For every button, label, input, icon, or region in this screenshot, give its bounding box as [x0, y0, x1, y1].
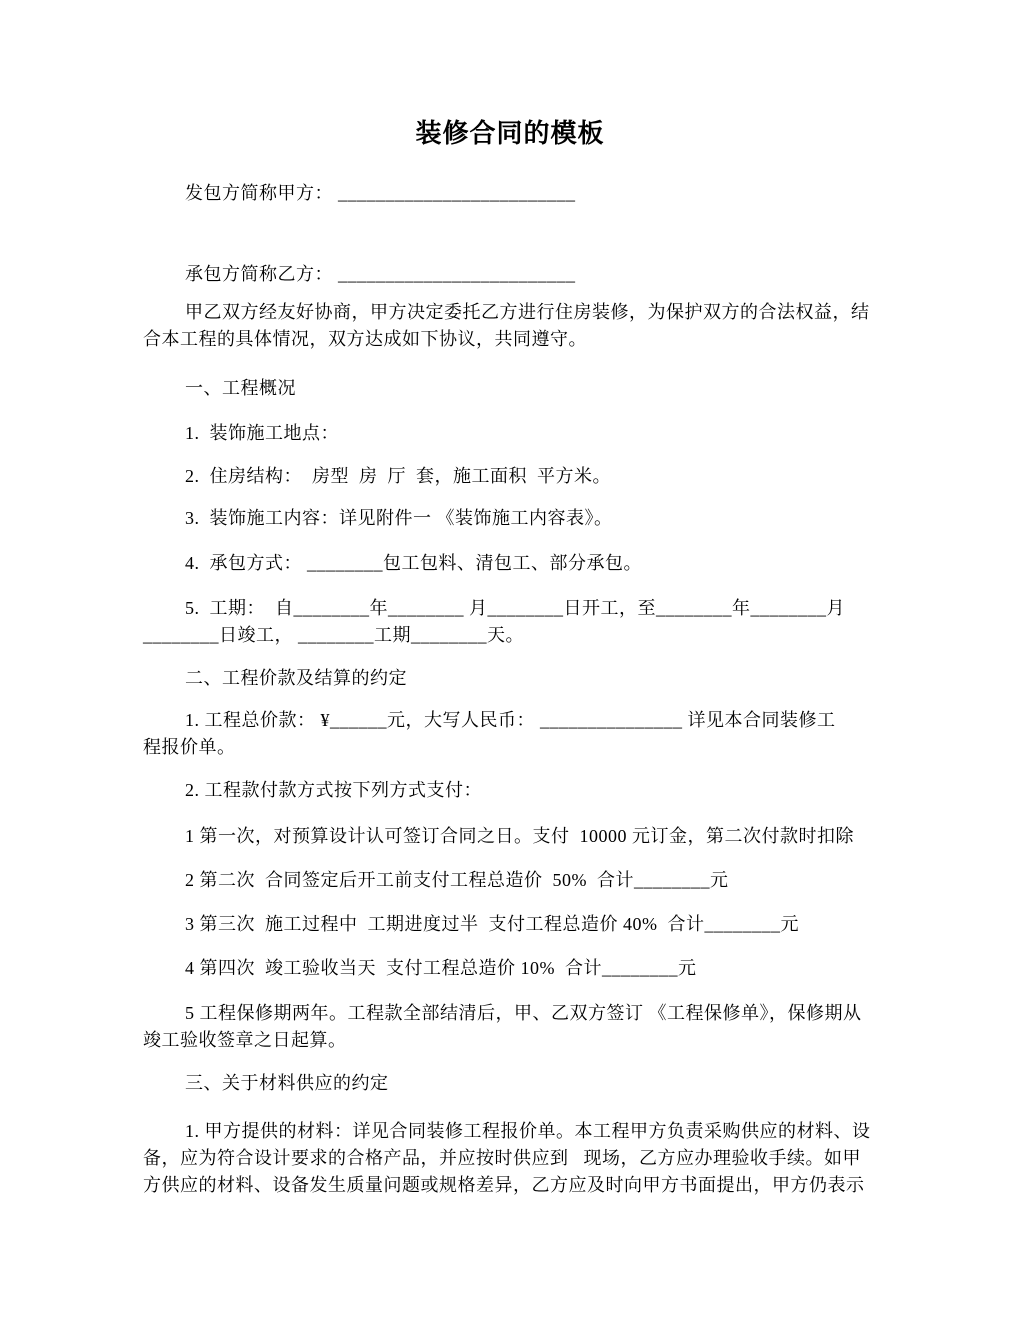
construction-site-item: 1. 装饰施工地点：	[185, 423, 339, 443]
payment-installment-3: 3 第三次 施工过程中 工期进度过半 支付工程总造价 40% 合计________元	[185, 914, 799, 934]
section-1-heading: 一、工程概况	[185, 378, 296, 398]
materials-clause-line: 方供应的材料、设备发生质量问题或规格差异，乙方应及时向甲方书面提出，甲方仍表示	[143, 1175, 865, 1195]
payment-installment-2: 2 第二次 合同签定后开工前支付工程总造价 50% 合计________元	[185, 870, 729, 890]
warranty-clause-line: 5 工程保修期两年。工程款全部结清后，甲、乙双方签订 《工程保修单》，保修期从	[185, 1003, 862, 1023]
house-structure-item: 2. 住房结构： 房型 房 厅 套，施工面积 平方米。	[185, 466, 611, 486]
document-title: 装修合同的模板	[415, 119, 605, 148]
construction-content-item: 3. 装饰施工内容：详见附件一 《装饰施工内容表》。	[185, 508, 613, 528]
payment-method-intro: 2. 工程款付款方式按下列方式支付：	[185, 780, 482, 800]
section-2-heading: 二、工程价款及结算的约定	[185, 668, 407, 688]
construction-period-line: ________日竣工， ________工期________天。	[143, 625, 524, 645]
total-price-line: 1. 工程总价款： ¥______元，大写人民币： _______________ 详见本合同装修工	[185, 710, 836, 730]
construction-period-line: 5. 工期： 自________年________ 月________日开工，至________年________月	[185, 598, 845, 618]
party-b-blank-line: 承包方简称乙方： _________________________	[185, 264, 576, 284]
intro-paragraph-line: 合本工程的具体情况，双方达成如下协议，共同遵守。	[143, 329, 587, 349]
materials-clause-line: 1. 甲方提供的材料：详见合同装修工程报价单。本工程甲方负责采购供应的材料、设	[185, 1121, 871, 1141]
party-a-blank-line: 发包方简称甲方： _________________________	[185, 183, 576, 203]
section-3-heading: 三、关于材料供应的约定	[185, 1073, 389, 1093]
total-price-line: 程报价单。	[143, 737, 236, 757]
intro-paragraph-line: 甲乙双方经友好协商，甲方决定委托乙方进行住房装修，为保护双方的合法权益，结	[185, 302, 870, 322]
payment-installment-1: 1 第一次，对预算设计认可签订合同之日。支付 10000 元订金，第二次付款时扣除	[185, 826, 854, 846]
contract-mode-item: 4. 承包方式： ________包工包料、清包工、部分承包。	[185, 553, 642, 573]
warranty-clause-line: 竣工验收签章之日起算。	[143, 1030, 347, 1050]
payment-installment-4: 4 第四次 竣工验收当天 支付工程总造价 10% 合计________元	[185, 958, 697, 978]
materials-clause-line: 备，应为符合设计要求的合格产品，并应按时供应到 现场，乙方应办理验收手续。如甲	[143, 1148, 861, 1168]
